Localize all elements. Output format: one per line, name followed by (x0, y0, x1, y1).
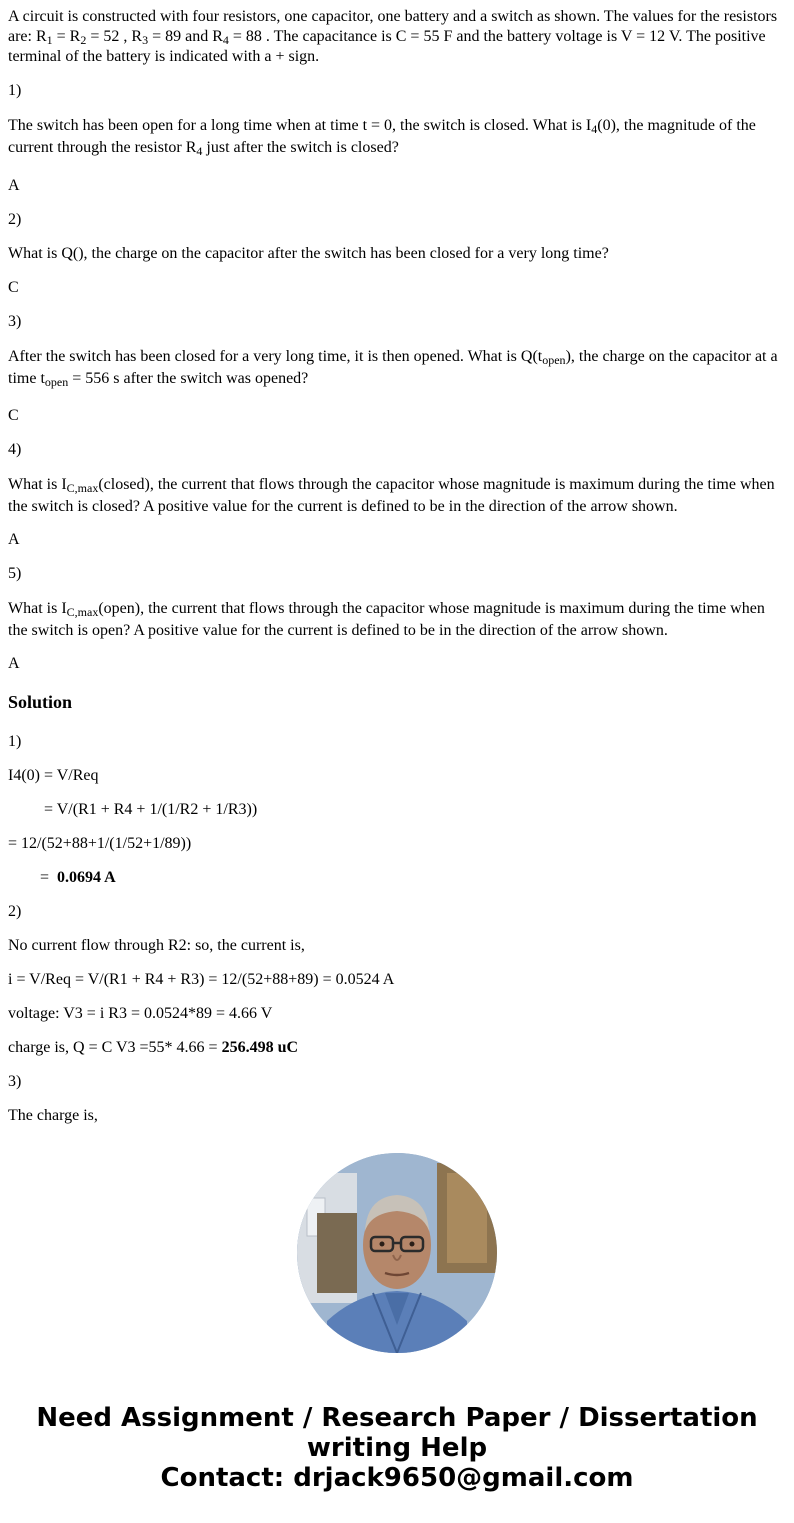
contact-banner (0, 1403, 794, 1493)
solution-3-line-1: The charge is, (8, 1107, 98, 1124)
question-5-number: 5) (8, 565, 22, 582)
intro-paragraph: A circuit is constructed with four resistors, one capacitor, one battery and a switch as shown. The values for the resistors are: $R_1 = R_2 = 52$ , $R_3 = 89$ and $R_4 = 88$ . The capacitance is C = 55 F and the battery voltage is V = 12 V. The positive terminal of the battery is indicated with a + sign. (8, 8, 778, 65)
banner-line-1: Need Assignment / Research Paper / Dissertation (36, 1403, 758, 1433)
question-2-text: What is Q(), the charge on the capacitor after the switch has been closed for a very long time? (8, 245, 609, 262)
question-4-answer-unit: A (8, 531, 20, 548)
question-1-text: The switch has been open for a long time when at time t = 0, the switch is closed. What is $I_4(0)$, the magnitude of the current through the resistor $R_4$ just after the switch is closed? (8, 117, 756, 158)
solution-2-answer: 256.498 uC (221, 1039, 299, 1056)
solution-1-line-2: = V/(R1 + R4 + 1/(1/R2 + 1/R3)) (44, 801, 258, 818)
question-2-number: 2) (8, 211, 22, 228)
solution-2-number: 2) (8, 903, 22, 920)
question-1-answer-unit: A (8, 177, 20, 194)
solution-1-line-4: = 0.0694 A (40, 869, 116, 886)
question-2-answer-unit: C (8, 279, 19, 296)
solution-2-line-3: voltage: V3 = i R3 = 0.0524*89 = 4.66 V (8, 1005, 273, 1022)
question-5-text: What is $I_{C,max}(open)$, the current that flows through the capacitor whose magnitude is maximum during the time when the switch is open? A positive value for the current is defined to be in the direction of the arrow shown. (8, 600, 765, 639)
solution-2-line-1: No current flow through R2: so, the current is, (8, 937, 305, 954)
question-5-answer-unit: A (8, 655, 20, 672)
solution-3-number: 3) (8, 1073, 22, 1090)
question-4-number: 4) (8, 441, 22, 458)
solution-1-answer: 0.0694 A (57, 869, 116, 886)
question-1-number: 1) (8, 82, 22, 99)
author-portrait-image (297, 1153, 497, 1353)
question-3-answer-unit: C (8, 407, 19, 424)
banner-line-2: writing Help (306, 1433, 488, 1463)
solution-heading: Solution (8, 692, 73, 712)
solution-2-line-4: charge is, Q = C V3 =55* 4.66 = 256.498 uC (8, 1039, 299, 1056)
question-4-text: What is $I_{C,max}(closed)$, the current that flows through the capacitor whose magnitude is maximum during the time when the switch is closed? A positive value for the current is defined to be in the direction of the arrow shown. (8, 476, 775, 515)
solution-1-line-1: I4(0) = V/Req (8, 767, 99, 784)
solution-1-number: 1) (8, 733, 22, 750)
author-avatar (297, 1153, 497, 1353)
question-3-number: 3) (8, 313, 22, 330)
solution-1-line-3: = 12/(52+88+1/(1/52+1/89)) (8, 835, 192, 852)
banner-line-3: Contact: drjack9650@gmail.com (160, 1463, 634, 1493)
question-3-text: After the switch has been closed for a very long time, it is then opened. What is $Q(t_{open})$, the charge on the capacitor at a time $t_{open} = 556$ s after the switch was opened? (8, 348, 778, 389)
solution-2-line-2: i = V/Req = V/(R1 + R4 + R3) = 12/(52+88+89) = 0.0524 A (8, 971, 395, 988)
